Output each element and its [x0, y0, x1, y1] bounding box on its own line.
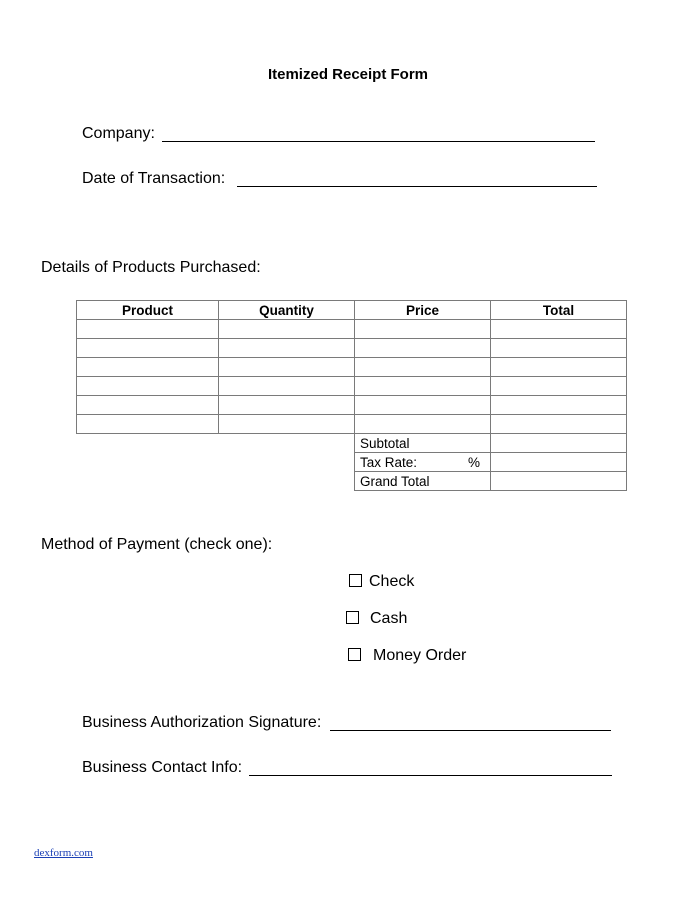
table-row: [77, 320, 627, 339]
checkbox-icon[interactable]: [348, 648, 361, 661]
payment-option-label: Money Order: [373, 647, 467, 664]
total-cell[interactable]: [491, 339, 627, 358]
total-cell[interactable]: [491, 415, 627, 434]
price-cell[interactable]: [355, 415, 491, 434]
grand-total-value-cell[interactable]: [491, 472, 627, 491]
signature-label: Business Authorization Signature:: [82, 714, 322, 731]
grand-total-label: Grand Total: [355, 472, 491, 491]
price-cell[interactable]: [355, 339, 491, 358]
form-title: Itemized Receipt Form: [267, 66, 429, 83]
subtotal-label: Subtotal: [355, 434, 491, 453]
quantity-cell[interactable]: [219, 358, 355, 377]
table-row: [77, 377, 627, 396]
grand-total-row: [77, 472, 627, 491]
price-cell[interactable]: [355, 377, 491, 396]
company-field[interactable]: [162, 141, 595, 142]
header-price: Price: [355, 301, 491, 320]
details-heading: Details of Products Purchased:: [41, 259, 261, 276]
quantity-cell[interactable]: [219, 415, 355, 434]
price-cell[interactable]: [355, 320, 491, 339]
price-cell[interactable]: [355, 358, 491, 377]
quantity-cell[interactable]: [219, 396, 355, 415]
date-of-transaction-label: Date of Transaction:: [82, 170, 226, 187]
tax-rate-percent-sign: %: [467, 454, 480, 470]
product-cell[interactable]: [77, 396, 219, 415]
checkbox-icon[interactable]: [349, 574, 362, 587]
quantity-cell[interactable]: [219, 320, 355, 339]
header-product: Product: [77, 301, 219, 320]
total-cell[interactable]: [491, 377, 627, 396]
date-of-transaction-field[interactable]: [237, 186, 597, 187]
product-cell[interactable]: [77, 358, 219, 377]
tax-rate-row: [77, 453, 627, 472]
payment-option-label: Cash: [370, 610, 408, 627]
total-cell[interactable]: [491, 396, 627, 415]
table-row: [77, 358, 627, 377]
company-label: Company:: [82, 125, 155, 142]
payment-option-cash[interactable]: [346, 610, 407, 628]
table-row: [77, 415, 627, 434]
footer-link[interactable]: dexform.com: [34, 847, 93, 859]
table-header-row: [77, 301, 627, 320]
payment-option-money-order[interactable]: [348, 647, 466, 665]
contact-info-field[interactable]: [249, 775, 612, 776]
signature-field[interactable]: [330, 730, 611, 731]
payment-method-heading: Method of Payment (check one):: [41, 536, 273, 553]
products-table: [76, 300, 627, 491]
product-cell[interactable]: [77, 339, 219, 358]
quantity-cell[interactable]: [219, 339, 355, 358]
total-cell[interactable]: [491, 320, 627, 339]
table-row: [77, 396, 627, 415]
price-cell[interactable]: [355, 396, 491, 415]
header-quantity: Quantity: [219, 301, 355, 320]
table-row: [77, 339, 627, 358]
tax-rate-label-cell: [355, 453, 491, 472]
product-cell[interactable]: [77, 415, 219, 434]
subtotal-row: [77, 434, 627, 453]
quantity-cell[interactable]: [219, 377, 355, 396]
tax-value-cell[interactable]: [491, 453, 627, 472]
product-cell[interactable]: [77, 377, 219, 396]
subtotal-value-cell[interactable]: [491, 434, 627, 453]
product-cell[interactable]: [77, 320, 219, 339]
payment-option-label: Check: [369, 573, 415, 590]
checkbox-icon[interactable]: [346, 611, 359, 624]
payment-option-check[interactable]: [349, 573, 414, 591]
total-cell[interactable]: [491, 358, 627, 377]
contact-info-label: Business Contact Info:: [82, 759, 243, 776]
header-total: Total: [491, 301, 627, 320]
tax-rate-label: Tax Rate:: [360, 454, 418, 470]
